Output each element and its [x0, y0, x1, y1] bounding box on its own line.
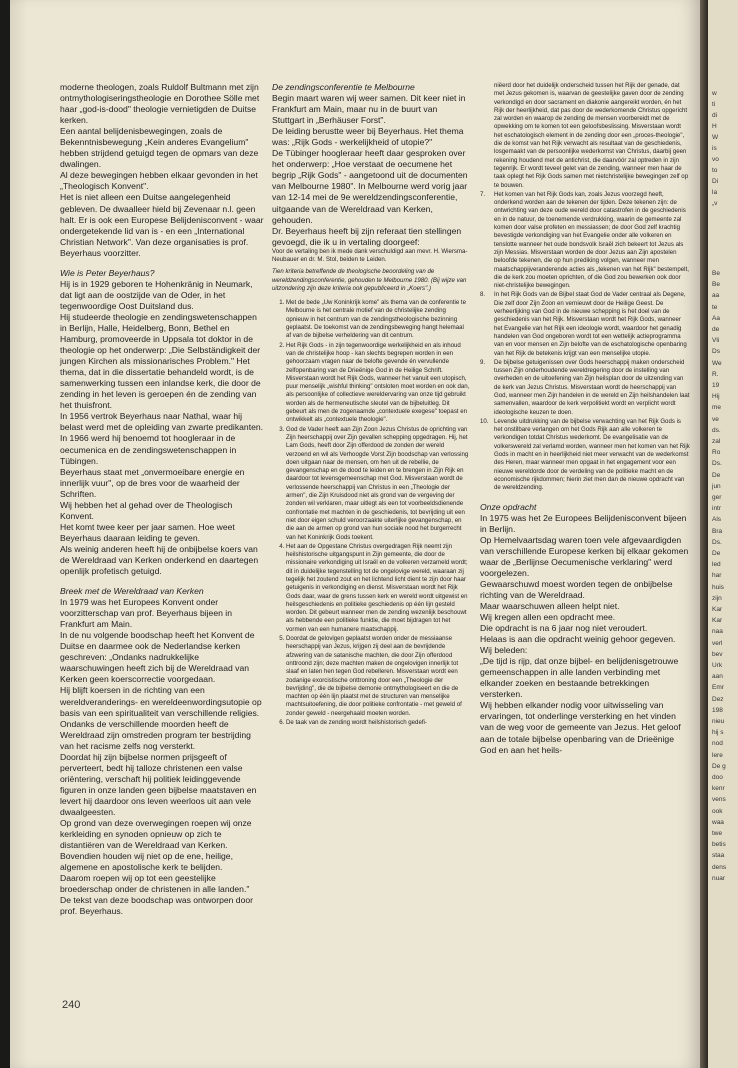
translation-credit: Voor de vertaling ben ik mede dank verschuldigd aan mevr. H. Wiersma-Neubauer en dr. M. Stol, beiden te Leiden.: [272, 247, 468, 263]
paragraph: In de nu volgende boodschap heeft het Konvent de Duitse en daarmee ook de Nederlandse kerken geschreven: „Ondanks nadrukkelijke waarschuwingen heeft zich bij de Wereldraad van Kerken geen koerscorrectie voorgedaan.: [60, 630, 255, 685]
edge-text-fragment: jun: [712, 482, 721, 490]
edge-text-fragment: Kar: [712, 617, 723, 625]
edge-text-fragment: Ds: [712, 348, 720, 356]
edge-text-fragment: huis: [712, 583, 724, 591]
list-item: [480, 418, 690, 493]
edge-text-fragment: Ds.: [712, 460, 722, 468]
list-item: [480, 359, 690, 417]
edge-text-fragment: ook: [712, 807, 723, 815]
paragraph: Hij studeerde theologie en zendingswetenschappen in Berlijn, Halle, Heidelberg, Bonn, Bethel en Hamburg, promoveerde in Uppsala tot doktor in de theologie op het onderwerp: „Die Selbständigkeit der jungen Kirchen als missionarisches Problem." Het thema, dat in die dissertatie behandeld wordt, is de samenwerking tussen een inlandse kerk, die door de zending in het leven is geroepen én de zending van het thuisfront.: [60, 311, 261, 411]
edge-text-fragment: to: [712, 167, 718, 174]
edge-text-fragment: We: [712, 359, 722, 367]
document-page: [10, 0, 700, 1068]
paragraph: Hij is in 1929 geboren te Hohenkränig in Neumark, dat ligt aan de oostzijde van de Oder, in het tegenwoordige Oost Duitsland dus.: [60, 278, 253, 311]
next-page-edge: [708, 0, 738, 1068]
page-number: 240: [62, 999, 81, 1011]
list-item: 3. God de Vader heeft aan Zijn Zoon Jezus Christus de oprichting van Zijn heerschappij over Zijn gevallen schepping opgedragen. Hij, het Lam Gods, heeft door Zijn offerdood de zonden der wereld verzoend en wil als Verhoogde Vorst Zijn boodschap van verlossing doen uitgaan naar de mensen, om hen uit de rebellie, de gevangenschap en de dood te leiden en te brengen in Zijn Rijk en daardoor tot levensgemeenschap met God. Misverstaan wordt de verlossende heerschappij van Christus in een „Theologie der armen", die Zijn Kruisdood niet als grond van de vergeving der zonden wil verklaren, maar uitlegt als een tot voorbeeldsdienende confrontatie met machten in de geschiedenis, tot bevrijding uit een niet door eigen schuld veroorzaakte uiterlijke gevangenschap, en die aan de armen op grond van hun sociale nood het burgerrecht van het Koninkrijk Gods toekent.: [286, 426, 470, 542]
section-heading: De zendingsconferentie te Melbourne: [272, 82, 415, 92]
edge-text-fragment: betis: [712, 841, 726, 849]
paragraph: „De tijd is rijp, dat onze bijbel- en belijdenisgetrouwe gemeenschappen in alle landen verbinding met elkander zoeken en bestaande betrekkingen versterken.: [480, 656, 679, 700]
edge-text-fragment: ve: [712, 415, 719, 423]
edge-text-fragment: Di: [712, 178, 719, 185]
edge-text-fragment: aan: [712, 673, 723, 681]
edge-text-fragment: Ro: [712, 449, 721, 457]
list-item: 5. Doordat de gelovigen geplaatst worden onder de messiaanse heerschappij van Jezus, krijgen zij deel aan de bevrijdende afzwering van de satanische machten, die door Zijn offerdood onttroond zijn; deze machten maken de ongelovigen innerlijk tot slaaf en laten hen tegen God rebelleren. Misverstaan wordt een zodanige exorcistische onttroning door een „Theologie der bevrijding", die de bijbelse demonie ontmythologiseert en die de machten op één lijn plaatst met de structuren van menselijke machtsuitoefening, die door politieke confrontatie - met geweld of zonder geweld - neergehaald moeten worden.: [286, 635, 470, 718]
list-item: [480, 191, 690, 291]
edge-text-fragment: de: [712, 326, 720, 333]
edge-text-fragment: Emr: [712, 684, 724, 692]
paragraph: In 1975 was het 2e Europees Belijdenisconvent bijeen in Berlijn.: [480, 512, 687, 534]
edge-text-fragment: „v: [712, 200, 718, 207]
list-text: Levende uitdrukking van de bijbelse verwachting van het Rijk Gods is het onstilbare verlangen om het Gods Rijk aan alle volkeren te verkondigen totdat Christus wederkomt. De evangelisatie van de volkerswereld zal verlamd worden, wanneer men het komen van het Rijk Gods in macht en in heerlijkheid niet meer verwacht van de wederkomst des Heren, maar wanneer men opgaat in het engagement voor een nieuwe wereldorde door de verdeling van de politieke macht en de economische rijkdommen; hierin ziet men dan de nieuwe opdracht van de wereldzending.: [494, 417, 690, 492]
column-3: [480, 82, 690, 756]
edge-text-fragment: zal: [712, 438, 721, 445]
edge-text-fragment: nuar: [712, 874, 726, 882]
book-gutter: [700, 0, 708, 1068]
edge-text-fragment: waa: [712, 818, 724, 826]
edge-text-fragment: ti: [712, 101, 716, 108]
edge-text-fragment: W: [712, 134, 719, 141]
paragraph: Helaas is aan die opdracht weinig gehoor gegeven.: [480, 634, 676, 645]
edge-text-fragment: 19: [712, 382, 720, 389]
edge-text-fragment: De: [712, 471, 721, 479]
list-item: 6. De taak van de zending wordt heilshistorisch gedefi-: [286, 719, 470, 727]
paragraph: Begin maart waren wij weer samen. Dit keer niet in Frankfurt am Main, maar nu in de buurt van Stuttgart in „Berhäuser Forst".: [272, 93, 466, 126]
edge-text-fragment: 198: [712, 706, 723, 714]
list-item: 2. Het Rijk Gods - in zijn tegenwoordige werkelijkheid en als inhoud van de christelijke hoop - kan slechts begrepen worden in een gehoorzaam vragen naar de belofte gevende én vervullende zelfopenbaring van de Drieënige God in de Heilige Schrift. Misverstaan wordt het Rijk Gods, wanneer het vanuit een utopisch, puur menselijk „wishful thinking" ontsloten moet worden en ook dan, als persoonlijke of collectieve wereldervaring van onze tijd gebruikt worden als de hermeneutische sleutel van de bijbeluitleg. Dit gebeurt als men de zogenaamde „contextuele exegese" toepast en ontwikkelt als „contextuele theologie".: [286, 342, 470, 425]
edge-text-fragment: Urk: [712, 662, 723, 669]
paragraph: Het komt twee keer per jaar samen. Hoe weet Beyerhaus daaraan leiding te geven.: [60, 521, 235, 543]
edge-text-fragment: hij s: [712, 729, 724, 737]
edge-text-fragment: lere: [712, 751, 723, 759]
list-number: 7.: [480, 190, 486, 198]
edge-text-fragment: w: [712, 90, 717, 97]
edge-text-fragment: Kar: [712, 606, 723, 613]
paragraph: De leiding berustte weer bij Beyerhaus. Het thema was: „Rijk Gods - werkelijkheid of utopie?": [272, 126, 464, 148]
list-number: 8.: [480, 291, 486, 299]
paragraph: Wij kregen allen een opdracht mee.: [480, 612, 616, 623]
section-heading: Wie is Peter Beyerhaus?: [60, 267, 155, 278]
column-2: [272, 82, 470, 728]
edge-text-fragment: zijn: [712, 594, 722, 602]
edge-text-fragment: H: [712, 123, 717, 130]
list-item-continuation: niëerd door het duidelijk onderscheid tussen het Rijk der genade, dat met Jezus gekomen is, waarvan de geestelijke gaven door de zending verkondigd en door sacrament en diakonie aangereikt worden, én het Rijk der heerlijkheid, dat pas door de wederkomende Christus opgericht zal worden en waarop de zending de mensen voorbereidt met de opwekking om te komen tot een geloofsbeslissing. Misverstaan wordt het eschatologisch element in de zending door een „proces-theologie", die de komst van het Rijk verwacht als resultaat van de geschiedenis, losgemaakt van de persoonlijke wederkomst van Christus, daarbij geen rekening houdend met de antichrist, die daarvóór zal optreden in zijn tegenrijk. Er wordt teveel gelet van de zending, wanneer men haar de taak oplegt het Rijk Gods samen met nietchristelijke bewegingen zelf op te bouwen.: [494, 82, 689, 189]
paragraph: Hij blijft koersen in de richting van een wereldveranderings- en wereldeenwordingsutopie op basis van een spiritualiteit van verschillende religies. Ondanks de verschillende moorden heeft de Wereldraad zijn omstreden program ter bestrijding van het racisme zelfs nog versterkt.: [60, 685, 262, 751]
list-text: De bijbelse getuigenissen over Gods heerschappij maken onderscheid tussen Zijn onderhoudende wereldregering door de instelling van overheden en de uitoefening van Zijn heilsplan door de uitzending van de kerk van Jezus Christus. Misverstaan wordt de heerschappij van God, wanneer men Zijn handelen in de wereld en Zijn heilshandelen laat samenvallen, waardoor de kerk verpolitiekt wordt en verplicht wordt ideologische keuzen te doen.: [494, 358, 690, 416]
criteria-list: [272, 299, 470, 727]
paragraph: Daarom roepen wij op tot een geestelijke broederschap onder de christenen in alle landen.": [60, 873, 250, 895]
paragraph: Al deze bewegingen hebben elkaar gevonden in het „Theologisch Konvent".: [60, 170, 258, 192]
paragraph: Een aantal belijdenisbewegingen, zoals de Bekenntnisbewegung „Kein anderes Evangelium" hebben strijdend getuigd tegen de opmars van deze dwalingen.: [60, 126, 259, 170]
edge-text-fragment: me: [712, 404, 722, 412]
paragraph: moderne theologen, zoals Ruldolf Bultmann met zijn ontmythologiseringstheologie en Dorothee Sölle met haar „god-is-dood" theologie vernietigden de Duitse kerken.: [60, 82, 260, 126]
paragraph: Doordat hij zijn bijbelse normen prijsgeeft of perverteert, bedt hij talloze christenen een valse oriëntering, verschaft hij politiek leidinggevende figuren in onze landen geen bijbelse maatstaven en levert hij daardoor ons leven weerloos uit aan vele dwaalgeesten.: [60, 751, 257, 817]
edge-text-fragment: staa: [712, 852, 725, 860]
edge-text-fragment: nieu: [712, 718, 725, 725]
list-item: 4. Het aan de Opgestane Christus overgedragen Rijk neemt zijn heilshistorische uitgangspunt in Zijn gemeente, die door de missionaire verkondiging uit Israël en de volkeren verzameld wordt; dit in duidelijke tegenstelling tot de ongelovige wereld, waaraan zij tegelijk het zoutend zout en het lichtend licht dient te zijn door haar getuigenis in verkondiging en dienst. Misverstaan wordt het Rijk Gods daar, waar de grens tussen kerk en wereld wordt uitgewist en heilsgeschiedenis en politieke geschiedenis op één lijn gesteld worden. Dit gebeurt wanneer men de zending wezenlijk beschouwt als hebbende een politieke funktie, die moet bijdragen tot het vormen van een humanere maatschappij.: [286, 543, 470, 634]
section-heading: Breek met de Wereldraad van Kerken: [60, 586, 204, 597]
edge-text-fragment: naa: [712, 628, 723, 636]
edge-text-fragment: aa: [712, 292, 720, 300]
edge-text-fragment: vens: [712, 796, 726, 804]
edge-text-fragment: is: [712, 145, 717, 152]
edge-text-fragment: Be: [712, 281, 720, 289]
edge-text-fragment: di: [712, 112, 718, 119]
edge-text-fragment: Vli: [712, 337, 720, 345]
edge-text-fragment: De: [712, 550, 721, 557]
edge-text-fragment: Hij: [712, 393, 720, 401]
paragraph: In 1966 werd hij benoemd tot hoogleraar in de oecumenica en de zendingswetenschappen in Tübingen.: [60, 433, 237, 466]
paragraph: De tekst van deze boodschap was ontworpen door prof. Beyerhaus.: [60, 895, 254, 917]
edge-text-fragment: Als: [712, 516, 722, 524]
edge-text-fragment: De g: [712, 762, 726, 770]
list-number: 9.: [480, 358, 486, 366]
paragraph: Als weinig anderen heeft hij de onbijbelse koers van de Wereldraad van Kerken onderkend en daartegen openlijk profetisch getuigd.: [60, 543, 259, 577]
paragraph: Gewaarschuwd moest worden tegen de onbijbelse richting van de Wereldraad.: [480, 578, 673, 600]
edge-text-fragment: har: [712, 572, 722, 580]
edge-text-fragment: ds.: [712, 426, 721, 434]
edge-text-fragment: R.: [712, 370, 719, 378]
edge-text-fragment: Ds.: [712, 538, 722, 546]
edge-text-fragment: vo: [712, 156, 719, 163]
edge-text-fragment: verl: [712, 639, 723, 647]
edge-text-fragment: bev: [712, 650, 723, 658]
criteria-subtitle: Tien kriteria betreffende de theologische beoordeling van de wereldzendingsconferentie, gehouden te Melbourne 1980. (Bij wijze van uitzondering zijn deze kriteria ook gepubliceerd in „Koers".): [272, 268, 467, 292]
paragraph: Het is niet alleen een Duitse aangelegenheid gebleven. De dwaalleer hield bij Zevenaar n.l. geen halt. Er is ook een Europese Belijdenisconvent - waar ondergetekende lid van is - en een „International Christian Network". Van deze organisaties is prof. Beyerhaus voorzitter.: [60, 192, 264, 258]
paragraph: Wij hebben elkander nodig voor uitwisseling van ervaringen, tot onderlinge versterking en het vinden van de weg voor de gemeente van Jezus. Het geloof aan de totale bijbelse openbaring van de Drieënige God en aan het heils-: [480, 700, 681, 755]
edge-text-fragment: nod: [712, 740, 723, 748]
paragraph: De Tübinger hoogleraar heeft daar gesproken over het onderwerp: „Hoe verstaat de oecumene het begrip „Rijk Gods" - aangetoond uit de documenten van Melbourne 1980". In Melbourne werd vorig jaar van 12-14 mei de 9e wereldzendingsconferentie, uitgaande van de Wereldraad van Kerken, gehouden.: [272, 148, 468, 225]
paragraph: Op grond van deze overwegingen roepen wij onze kerkleiding en synoden opnieuw op zich te distantiëren van de Wereldraad van Kerken. Bovendien houden wij niet op de ene, heilige, algemene en apostolische kerk te belijden.: [60, 818, 252, 873]
paragraph: Beyerhaus staat met „onvermoeibare energie en innerlijk vuur", op de bres voor de waarheid der Schriften.: [60, 466, 245, 499]
list-number: 10.: [480, 417, 489, 425]
list-item: 1. Met de bede „Uw Koninkrijk kome" als thema van de conferentie te Melbourne is het centrale motief van de christelijke zending opnieuw in het centrum van de zendingstheologische bezinning geplaatst. De toekomst van de zendingsbeweging hangt helemaal af van de bijbelse verheldering van dit centrum.: [286, 299, 470, 340]
edge-text-fragment: Dez: [712, 695, 724, 703]
paragraph: In 1979 was het Europees Konvent onder voorzitterschap van prof. Beyerhaus bijeen in Frankfurt am Main.: [60, 597, 232, 630]
paragraph: Maar waarschuwen alleen helpt niet.: [480, 600, 620, 611]
edge-text-fragment: intr: [712, 505, 722, 513]
section-heading: Onze opdracht: [480, 501, 537, 512]
paragraph: Op Hemelvaartsdag waren toen vele afgevaardigden van verschillende Europese kerken bij elkaar gekomen waar de „Berlijnse Oecumenische verklaring" werd voorgelezen.: [480, 534, 689, 578]
list-text: Het komen van het Rijk Gods kan, zoals Jezus voorzegd heeft, onderkend worden aan de tekenen der tijden. Deze tekenen zijn: de ontwrichting van deze oude wereld door catastrofen in de geschiedenis en in de natuur, de toenemende verdrukking, waarin de gemeente zal komen door valse profeten en messiassen; de door God zelf krachtig bevestigde verkondiging van het Evangelie onder alle volkeren en tenslotte wanneer het oude bondsvolk Israël zich bekeert tot Jezus als zijn Messias. Misverstaan worden de door Jezus aan Zijn apostelen beloofde tekenen, die op hun prediking volgen, wanneer men maatschappijveranderende acties als „tekenen van het Rijk" bestempelt, die de kerk zou moeten oprichten, of die God zou bewerken ook door niet-christelijke bewegingen.: [494, 190, 689, 290]
paragraph: In 1956 vertrok Beyerhaus naar Nathal, waar hij belast werd met de opleiding van zwarte predikanten.: [60, 411, 264, 433]
column-1: [60, 82, 265, 917]
edge-text-fragment: Bra: [712, 527, 723, 535]
paragraph: Wij beleden:: [480, 645, 528, 656]
edge-text-fragment: ger: [712, 494, 722, 501]
list-text: In het Rijk Gods van de Bijbel staat God de Vader centraal als Degene, Die zelf door Zijn Zoon en vernieuwt door de Heilige Geest. De verheerlijking van God in de nieuwe schepping is het doel van de geschiedenis van het Rijk. Misverstaan wordt het Rijk Gods, wanneer het Evangelie van het Rijk een ideologie wordt, waardoor het genadig handelen van God ongeboren wordt tot een wettelijk actieprogramma van en voor mensen en Zijn belofte van de eschatologische openbaring van het Rijk de betekenis krijgt van een menselijke utopie.: [494, 291, 687, 357]
edge-text-fragment: Aa: [712, 314, 720, 322]
edge-text-fragment: Be: [712, 270, 720, 277]
edge-text-fragment: twe: [712, 830, 723, 837]
paragraph: Wij hebben het al gehad over de Theologisch Konvent.: [60, 499, 233, 521]
paragraph: Dr. Beyerhaus heeft bij zijn referaat tien stellingen gevoegd, die ik u in vertaling doorgeef:: [272, 225, 462, 247]
edge-text-fragment: doo: [712, 774, 723, 781]
paragraph: Die opdracht is na 6 jaar nog niet veroudert.: [480, 623, 648, 634]
edge-text-fragment: la: [712, 189, 718, 196]
edge-text-fragment: te: [712, 303, 718, 311]
list-item: [480, 291, 690, 357]
edge-text-fragment: led: [712, 561, 721, 569]
edge-text-fragment: dens: [712, 863, 727, 871]
edge-text-fragment: kenr: [712, 785, 725, 793]
criteria-list-continued: [480, 191, 690, 493]
